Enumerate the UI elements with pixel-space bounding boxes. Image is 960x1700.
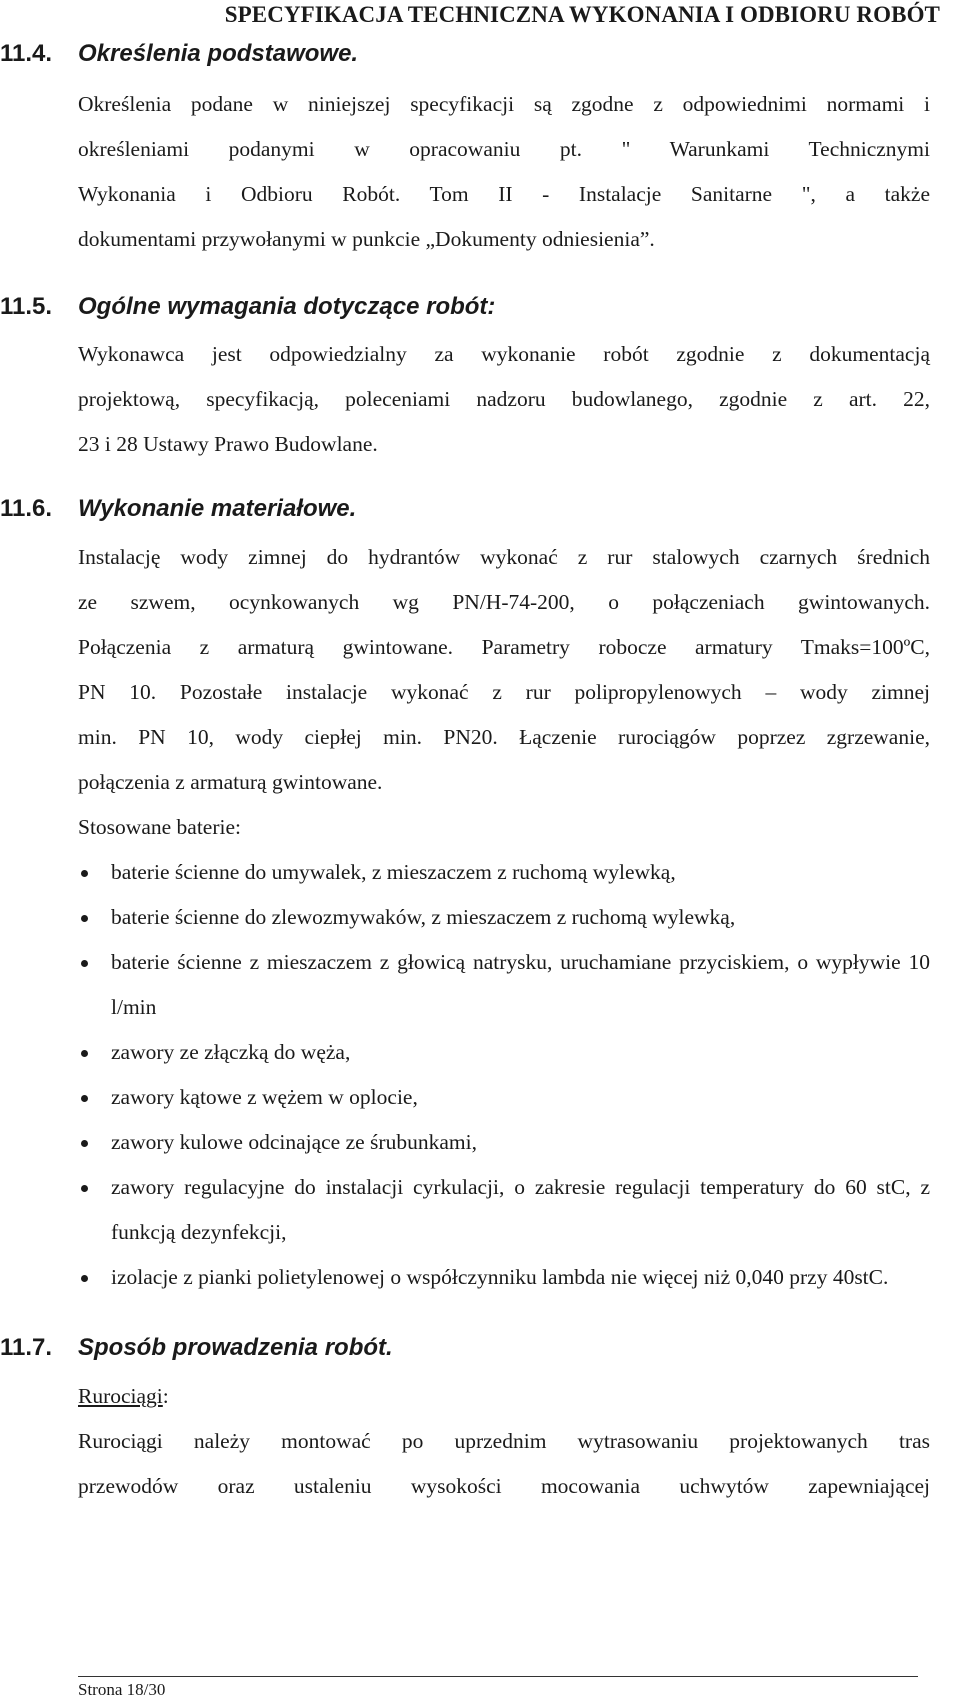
document-header: SPECYFIKACJA TECHNICZNA WYKONANIA I ODBIORU ROBÓT [224,2,940,27]
paragraph-line: przewodów oraz ustaleniu wysokości mocowania uchwytów zapewniającej [78,1474,930,1498]
paragraph-line: Wykonania i Odbioru Robót. Tom II - Instalacje Sanitarne ", a także [78,182,930,206]
paragraph-line: Połączenia z armaturą gwintowane. Parametry robocze armatury Tmaks=100ºC, [78,635,930,659]
list-item: zawory kulowe odcinające ze śrubunkami, [78,1120,930,1165]
paragraph-line: Określenia podane w niniejszej specyfikacji są zgodne z odpowiednimi normami i [78,92,930,116]
bullet-list [78,850,930,1300]
paragraph-line: Instalację wody zimnej do hydrantów wykonać z rur stalowych czarnych średnich [78,545,930,569]
section-title: Określenia podstawowe. [78,40,359,67]
paragraph-line: dokumentami przywołanymi w punkcie „Dokumenty odniesienia”. [78,227,655,251]
section-number: 11.6. [0,495,53,522]
list-item: zawory ze złączką do węża, [78,1030,930,1075]
list-item: baterie ścienne do zlewozmywaków, z mieszaczem z ruchomą wylewką, [78,895,930,940]
section-number: 11.5. [0,293,53,320]
section-paragraph [78,332,930,467]
section-number: 11.7. [0,1334,53,1361]
section-paragraph [78,82,930,262]
section-number: 11.4. [0,40,53,67]
paragraph-line: 23 i 28 Ustawy Prawo Budowlane. [78,432,378,456]
paragraph-line: Rurociągi należy montować po uprzednim wytrasowaniu projektowanych tras [78,1429,930,1453]
batteries-label: Stosowane baterie: [78,815,241,839]
paragraph-line: min. PN 10, wody ciepłej min. PN20. Łączenie rurociągów poprzez zgrzewanie, [78,725,930,749]
list-item: baterie ścienne z mieszaczem z głowicą natrysku, uruchamiane przyciskiem, o wypływie 10 l/min [78,940,930,1030]
section-paragraph [78,535,930,850]
paragraph-line: projektową, specyfikacją, poleceniami nadzoru budowlanego, zgodnie z art. 22, [78,387,930,411]
paragraph-line: określeniami podanymi w opracowaniu pt. " Warunkami Technicznymi [78,137,930,161]
subheading-colon: : [162,1384,169,1408]
subheading [78,1374,930,1419]
list-item: baterie ścienne do umywalek, z mieszaczem z ruchomą wylewką, [78,850,930,895]
paragraph-line: Wykonawca jest odpowiedzialny za wykonanie robót zgodnie z dokumentacją [78,342,930,366]
section-title: Ogólne wymagania dotyczące robót: [78,293,496,320]
section-title: Wykonanie materiałowe. [78,495,357,522]
footer-divider [78,1676,918,1677]
paragraph-line: PN 10. Pozostałe instalacje wykonać z rur polipropylenowych – wody zimnej [78,680,930,704]
section-title: Sposób prowadzenia robót. [78,1334,393,1361]
subheading-text: Rurociągi [78,1384,163,1408]
paragraph-line: ze szwem, ocynkowanych wg PN/H-74-200, o połączeniach gwintowanych. [78,590,930,614]
list-item: izolacje z pianki polietylenowej o współczynniku lambda nie więcej niż 0,040 przy 40stC. [78,1255,930,1300]
paragraph-line: połączenia z armaturą gwintowane. [78,770,383,794]
page-number: Strona 18/30 [78,1680,166,1699]
list-item: zawory kątowe z wężem w oplocie, [78,1075,930,1120]
list-item: zawory regulacyjne do instalacji cyrkulacji, o zakresie regulacji temperatury do 60 stC, z funkcją dezynfekcji, [78,1165,930,1255]
section-paragraph [78,1374,930,1509]
